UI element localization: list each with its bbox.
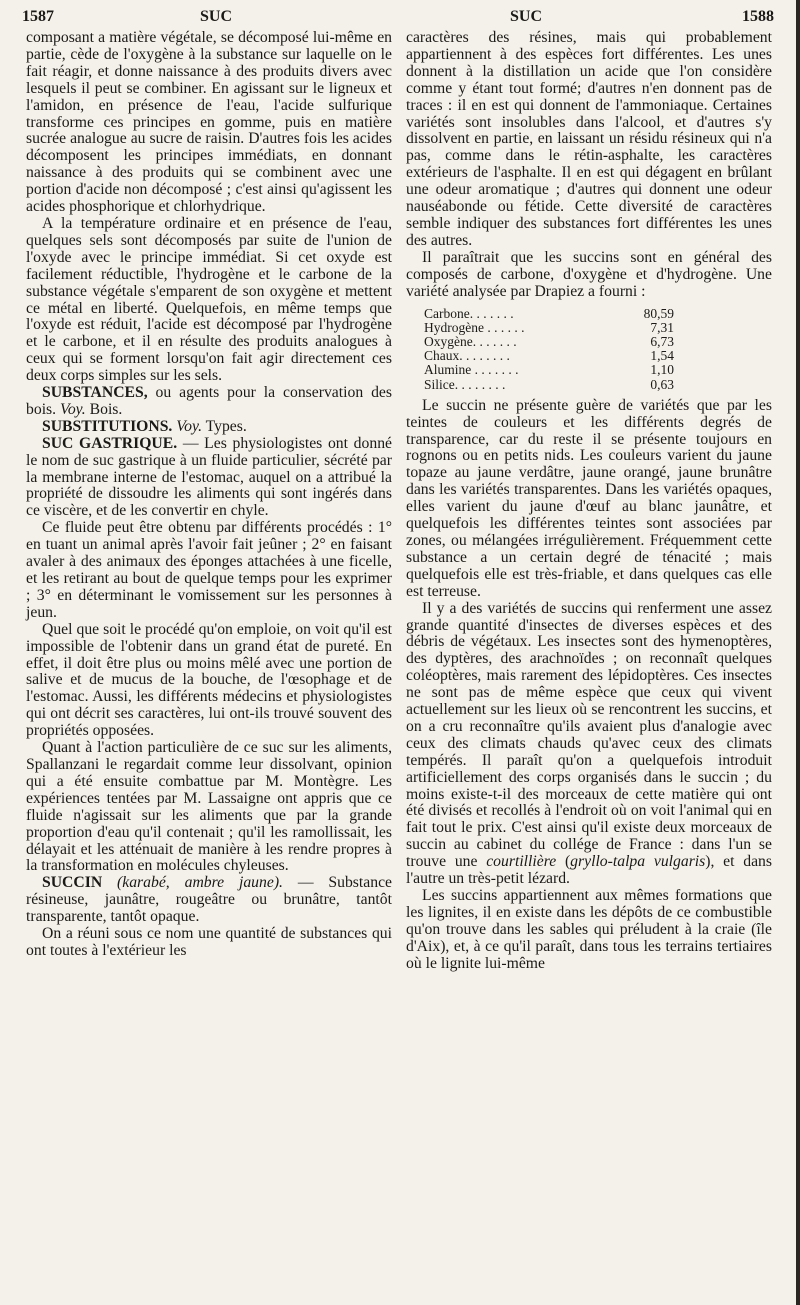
table-row: Hydrogène . . . . . . 7,31 <box>424 319 674 335</box>
right-page-number: 1588 <box>742 8 774 25</box>
paragraph: Quant à l'action particulière de ce suc sur les aliments, Spallanzani le regardait comme leur dissolvant, opinion qui a été ensuite combattue par M. Montègre. Les expériences tentées par M. Lassaigne ont appris que ce fluide n'agissait sur les aliments que par la grande proportion d'eau qu'il contenait ; qu'il les ramollissait, les délayait et les atténuait de manière à les rendre propres à la transformation en molécules chyleuses. <box>26 739 392 875</box>
paragraph: Les succins appartiennent aux mêmes formations que les lignites, il en existe dans les dépôts de ce combustible qu'on trouve dans les sables qui préludent à la craie (île d'Aix), et, à ce qu'il paraît, dans tous les terrains tertiaires où le lignite lui-même <box>406 887 772 972</box>
entry-suc-gastrique: SUC GASTRIQUE. — Les physiologistes ont donné le nom de suc gastrique à un fluide particulier, sécrété par la membrane interne de l'estomac, auquel on a attribué la propriété de dissoudre les aliments qui sont ingérés dans ce viscère, et de les convertir en chyle. <box>26 434 393 520</box>
right-running-head: SUC <box>510 8 543 25</box>
table-row: Silice. . . . . . . . 0,63 <box>424 376 674 392</box>
left-running-head: SUC <box>200 8 233 25</box>
table-row: Carbone. . . . . . . 80,59 <box>424 305 674 321</box>
entry-substances: SUBSTANCES, ou agents pour la conservation des bois. Voy. Bois. <box>26 384 392 418</box>
entry-headword: SUCCIN <box>42 874 103 892</box>
table-row: Oxygène. . . . . . . 6,73 <box>424 333 674 349</box>
composition-table <box>424 307 674 392</box>
left-column <box>26 30 392 960</box>
table-row: Chaux. . . . . . . . 1,54 <box>424 348 674 364</box>
right-column <box>406 30 772 973</box>
entry-headword: SUC GASTRIQUE. <box>42 434 178 452</box>
page-edge-rule <box>796 0 800 1305</box>
paragraph: Il y a des variétés de succins qui renferment une assez grande quantité d'insectes de diverses espèces et des débris de végétaux. Les insectes sont des hymenoptères, des dyptères, des arachnoïdes ; on reconnaît quelques coléoptères, mais rarement des lépidoptères. Ces insectes ne sont pas de même espèce que ceux qui vivent actuellement sur les lieux où se rencontrent les succins, et on a cru reconnaître qu'ils avaient plus d'analogie avec ceux des climats chauds qu'avec ceux des climats tempérés. Il paraît qu'on a quelquefois introduit artificiellement des corps organisés dans le succin ; du moins existe-t-il des morceaux de cette matière qui ont été divisés et recollés à l'endroit où on voit l'animal qui en fait tout le prix. C'est ainsi qu'il existe deux morceaux de succin au cabinet du collége de France : dans l'un se trouve une courtillière (gryllo-talpa vulgaris), et dans l'autre un très-petit lézard. <box>406 599 772 888</box>
paragraph: Quel que soit le procédé qu'on emploie, on voit qu'il est impossible de l'obtenir dans un grand état de pureté. En effet, il doit être plus ou moins mêlé avec une portion de salive et de mucus de la bouche, de l'œsophage et de l'estomac. Aussi, les différents médecins et physiologistes qui ont décrit ses caractères, lui ont-ils trouvé souvent des propriétés opposées. <box>26 620 392 740</box>
paragraph: caractères des résines, mais qui probablement appartiennent à des espèces fort différentes. Les unes donnent à la distillation un acide que l'on considère comme y étant tout formé; d'autres n'en donnent pas de traces : il en est qui donnent de l'ammoniaque. Certaines variétés sont insolubles dans l'alcool, et d'autres s'y dissolvent en partie, en laissant un résidu résineux qui n'a pas, comme dans le rétin-asphalte, les caractères extérieurs de l'asphalte. Il en est qui dégagent en brûlant une odeur aromatique ; d'autres qui donnent une odeur nauséabonde ou fétide. Cette diversité de caractères semble indiquer des substances fort différentes les unes des autres. <box>406 29 772 249</box>
paragraph: Le succin ne présente guère de variétés que par les teintes de couleurs et les différents degrés de transparence, car du reste il se présente toujours en rognons ou en petits nids. Les couleurs varient du jaune topaze au jaune verdâtre, jaune orangé, jaune brunâtre dans les variétés transparentes. Dans les variétés opaques, elles varient du jaune d'œuf au blanc jaunâtre, et quelquefois les différentes teintes sont associées par zones, ou mélangées irrégulièrement. Fréquemment cette substance a un certain degré de ténacité ; mais quelquefois elle est très-friable, et dans quelques cas elle est terreuse. <box>406 396 772 600</box>
paragraph: Il paraîtrait que les succins sont en général des composés de carbone, d'oxygène et d'hydrogène. Une variété analysée par Drapiez a fourni : <box>406 248 772 300</box>
entry-substitutions: SUBSTITUTIONS. Voy. Types. <box>42 417 247 435</box>
paragraph: A la température ordinaire et en présence de l'eau, quelques sels sont décomposés par suite de l'union de l'oxyde avec le principe immédiat. Si cet oxyde est facilement réductible, l'hydrogène et le carbone de la substance végétale s'emparent de son oxygène et mettent ce métal en liberté. Quelquefois, en même temps que l'oxyde est réduit, l'acide est décomposé par l'hydrogène et le carbone, et il en résulte des produits analogues à ceux qui se forment lorsqu'on fait agir directement ces deux corps simples sur les sels. <box>26 214 392 385</box>
entry-headword: SUBSTITUTIONS. <box>42 417 173 435</box>
paragraph: Ce fluide peut être obtenu par différents procédés : 1° en tuant un animal après l'avoir fait jeûner ; 2° en faisant avaler à des animaux des éponges attachées à une ficelle, et les retirant au bout de quelque temps pour les exprimer ; 3° en déterminant le vomissement sur les personnes à jeun. <box>26 519 392 621</box>
left-page-number: 1587 <box>22 8 54 25</box>
paragraph: composant a matière végétale, se décomposé lui-même en partie, cède de l'oxygène à la substance sur laquelle on le fait réagir, et donne naissance à des produits divers avec lesquels il peut se combiner. En agissant sur le ligneux et l'amidon, en présence de l'eau, l'acide sulfurique transforme ces principes en gomme, puis en matière sucrée analogue au sucre de raisin. D'autres fois les acides décomposent les principes immédiats, en donnant naissance à des produits qui se combinent avec une portion d'acide non décomposé ; c'est ainsi qu'agissent les acides phosphorique et chlorhydrique. <box>26 29 392 216</box>
table-row: Alumine . . . . . . . 1,10 <box>424 362 674 378</box>
running-header <box>22 8 774 28</box>
entry-succin: SUCCIN (karabé, ambre jaune). — Substance résineuse, jaunâtre, rougeâtre ou brunâtre, tantôt transparente, tantôt opaque. <box>26 874 392 926</box>
paragraph: On a réuni sous ce nom une quantité de substances qui ont toutes à l'extérieur les <box>26 925 392 959</box>
entry-headword: SUBSTANCES, <box>42 384 148 402</box>
